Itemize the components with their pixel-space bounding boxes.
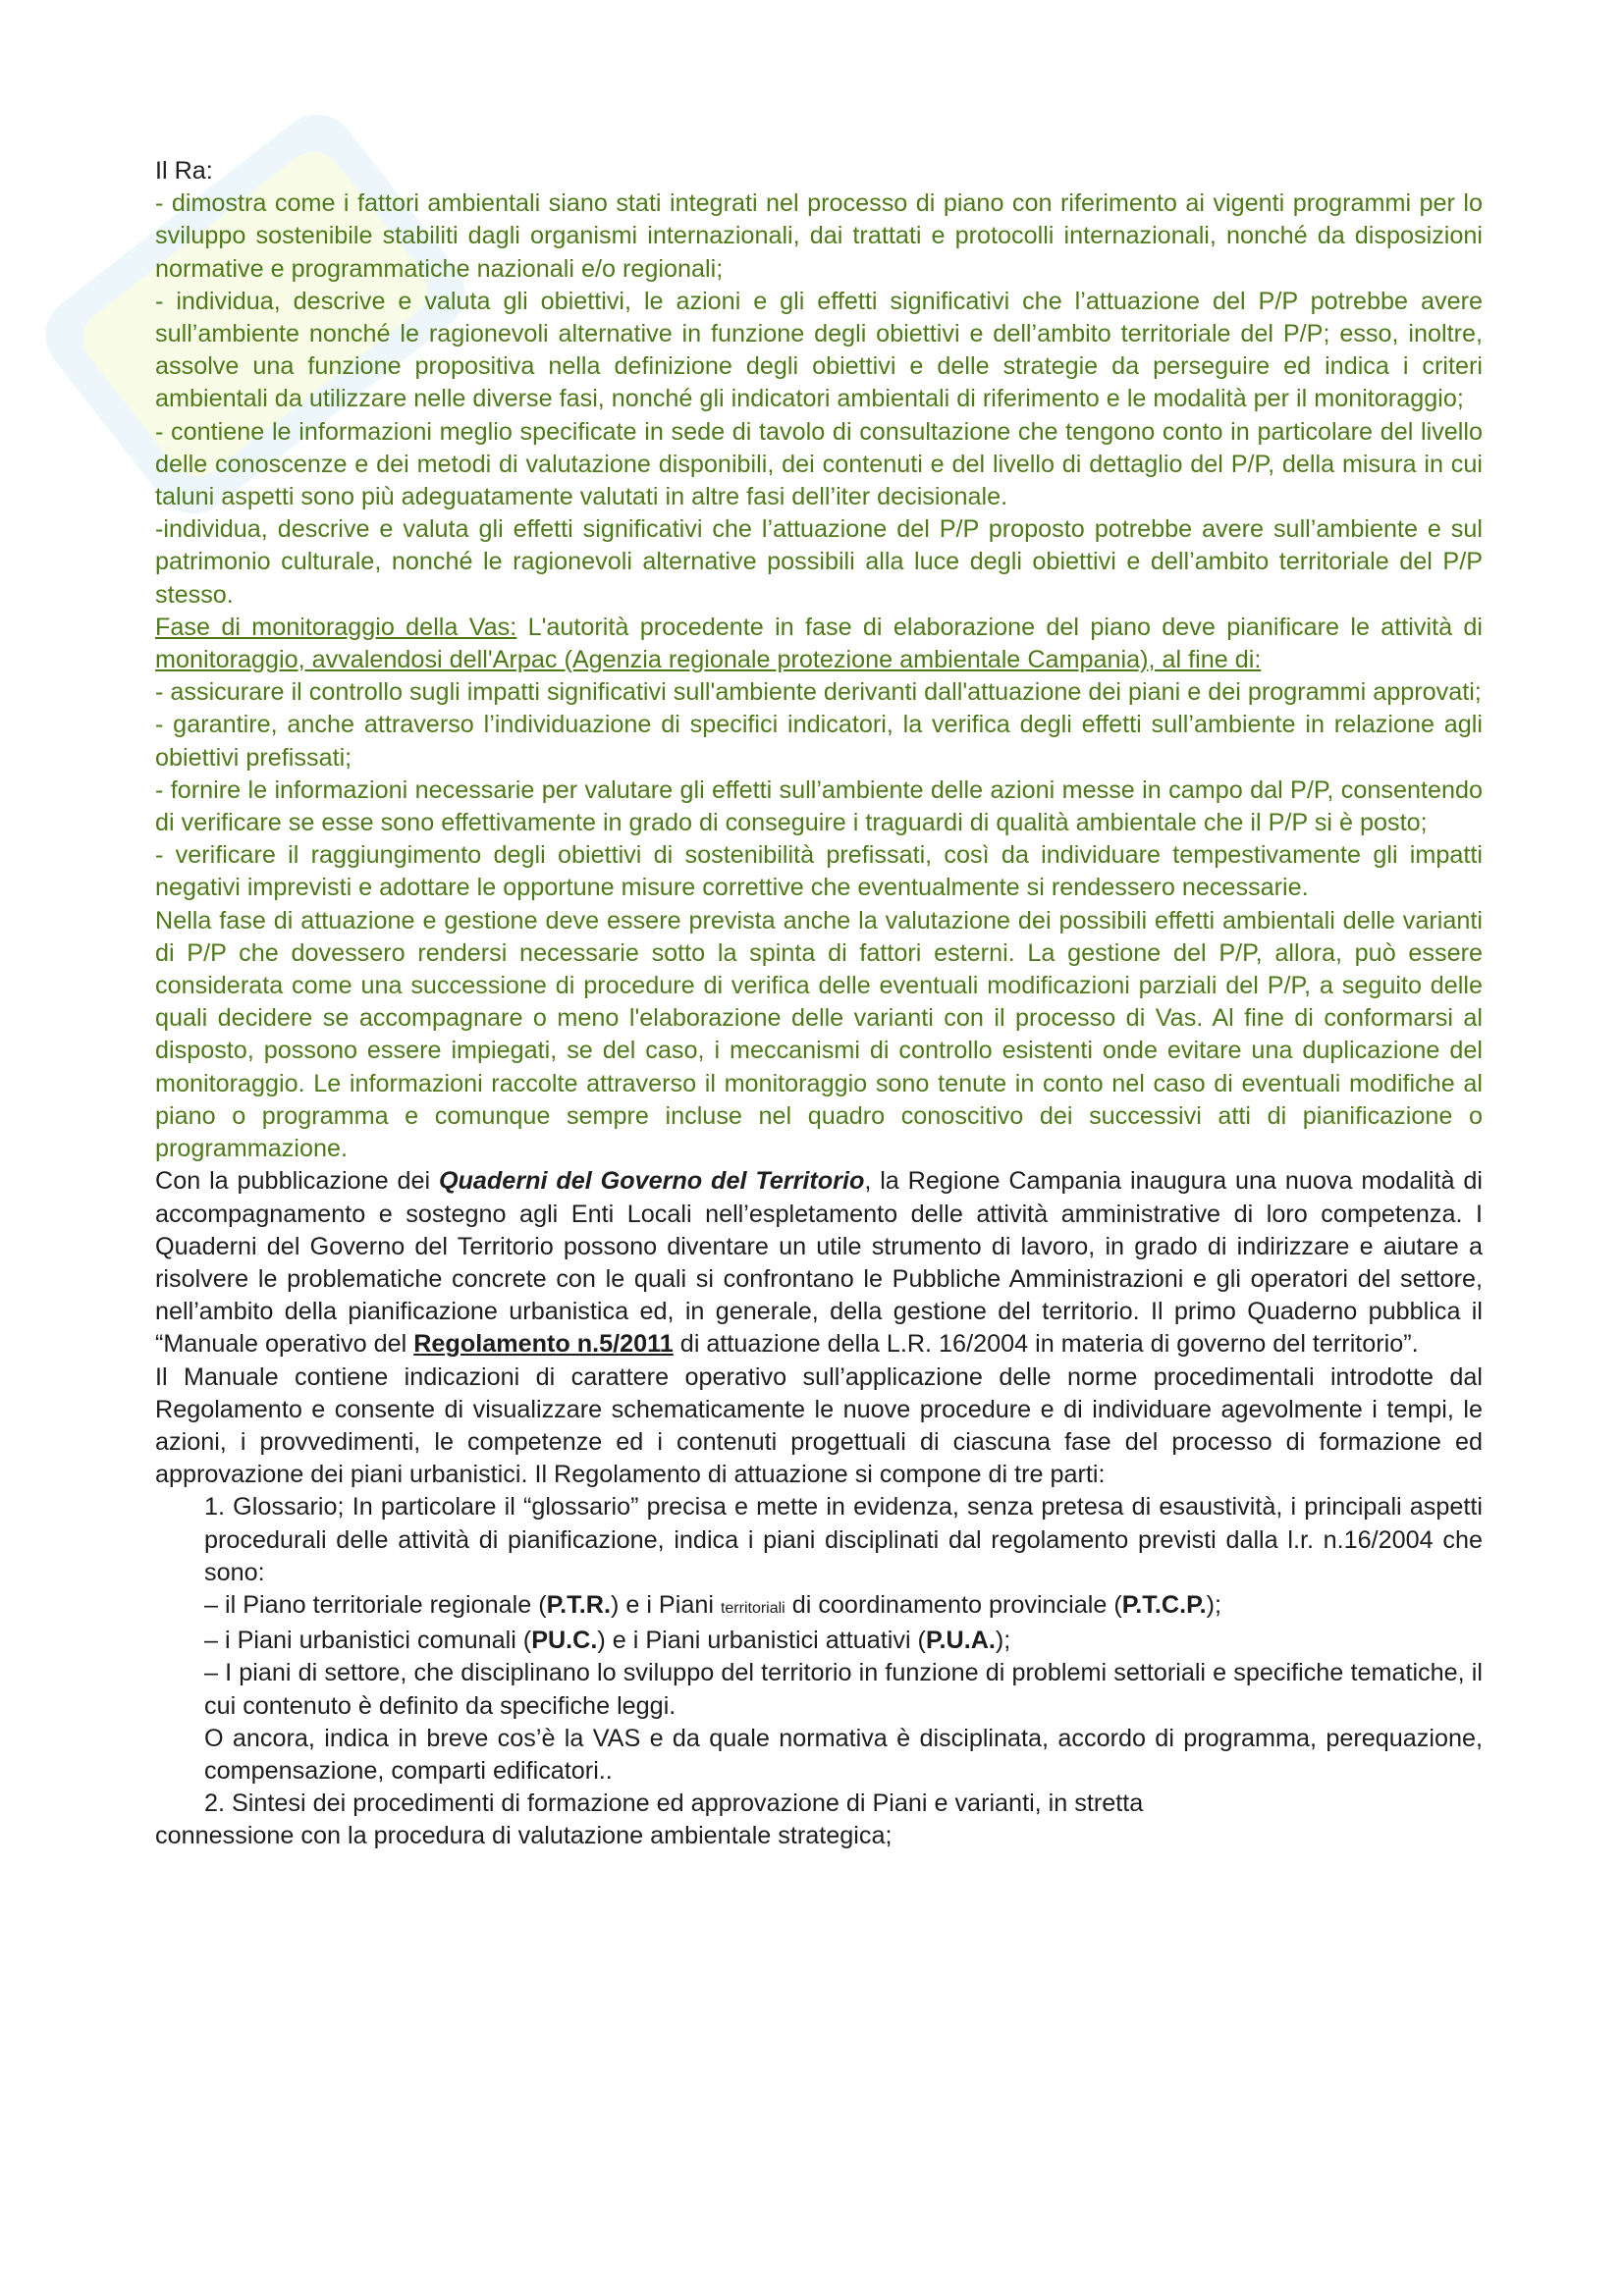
monitoring-intro (155, 612, 1483, 676)
parts-list (155, 1491, 1483, 1820)
ptcp-abbr: P.T.C.P. (1121, 1590, 1207, 1619)
ptr-text-a: – il Piano territoriale regionale ( (204, 1590, 547, 1619)
ra-item-1: - dimostra come i fattori ambientali siano stati integrati nel processo di piano con riferimento ai vigenti programmi per lo sviluppo sostenibile stabiliti dagli organismi internazionali, dai trattati e protocolli internazionali, nonché da disposizioni normative e programmatiche nazionali e/o regionali; (155, 189, 1483, 283)
quaderni-text-a: Con la pubblicazione dei (155, 1167, 439, 1196)
ptr-text-c: ) e i Piani (610, 1590, 721, 1619)
part-1-glossario: 1. Glossario; In particolare il “glossario” precisa e mette in evidenza, senza pretesa di esaustività, i principali aspetti procedurali delle attività di pianificazione, indica i piani disciplinati dal regolamento previsti dalla l.r. n.16/2004 che sono: (204, 1493, 1483, 1586)
monitoring-item-1: - assicurare il controllo sugli impatti significativi sull'ambiente derivanti dall'attuazione dei piani e dei programmi approvati; (155, 678, 1482, 707)
quaderni-title: Quaderni del Governo del Territorio (438, 1167, 865, 1196)
plan-line-puc (204, 1625, 1483, 1657)
document-body (155, 155, 1483, 1853)
plan-line-ptr (204, 1589, 1483, 1625)
ra-item-3: - contiene le informazioni meglio specificate in sede di tavolo di consultazione che tengono conto in particolare del livello delle conoscenze e dei metodi di valutazione disponibili, dei contenuti e del livello di dettaglio del P/P, della misura in cui taluni aspetti sono più adeguatamente valutati in altre fasi dell’iter decisionale. (155, 417, 1483, 511)
ptr-abbr: P.T.R. (546, 1590, 611, 1619)
monitoring-item-3: - fornire le informazioni necessarie per valutare gli effetti sull’ambiente delle azioni messe in campo dal P/P, consentendo di verificare se esse sono effettivamente in grado di conseguire i traguardi di qualità ambientale che il P/P si è posto; (155, 775, 1483, 837)
part-2-line-b: connessione con la procedura di valutazione ambientale strategica; (155, 1822, 893, 1850)
ptr-text-f: ); (1206, 1590, 1222, 1619)
monitoring-closing: Nella fase di attuazione e gestione deve essere prevista anche la valutazione dei possibili effetti ambientali delle varianti di P/P che dovessero rendersi necessarie sotto la spinta di fattori esterni. La gestione del P/P, allora, può essere considerata come una successione di procedure di verifica delle eventuali modificazioni parziali del P/P, a seguito delle quali decidere se accompagnare o meno l'elaborazione delle varianti con il processo di Vas. Al fine di conformarsi al disposto, possono essere impiegati, se del caso, i meccanismi di controllo esistenti onde evitare una duplicazione del monitoraggio. Le informazioni raccolte attraverso il monitoraggio sono tenute in conto nel caso di eventuali modifiche al piano o programma e comunque sempre incluse nel quadro conoscitivo dei successivi atti di pianificazione o programmazione. (155, 906, 1483, 1163)
puc-text-a: – i Piani urbanistici comunali ( (204, 1627, 532, 1655)
monitoring-item-2: - garantire, anche attraverso l’individuazione di specifici indicatori, la verifica degli effetti sull’ambiente in relazione agli obiettivi prefissati; (155, 711, 1483, 772)
pua-abbr: P.U.A. (925, 1627, 996, 1655)
plan-line-settore: – I piani di settore, che disciplinano lo sviluppo del territorio in funzione di problemi settoriali e specifiche tematiche, il cui contenuto è definito da specifiche leggi. (204, 1659, 1483, 1720)
ra-heading: Il Ra: (155, 157, 213, 185)
monitoring-label: Fase di monitoraggio della Vas: (155, 613, 517, 641)
monitoring-intro-underlined: monitoraggio, avvalendosi dell'Arpac (Agenzia regionale protezione ambientale Campania), al fine di: (155, 646, 1262, 674)
puc-text-e: ); (995, 1627, 1011, 1655)
quaderni-text-c: di attuazione della L.R. 16/2004 in materia di governo del territorio”. (673, 1330, 1419, 1359)
ptr-text-d: di coordinamento provinciale ( (785, 1590, 1122, 1619)
manuale-paragraph: Il Manuale contiene indicazioni di carattere operativo sull’applicazione delle norme procedimentali introdotte dal Regolamento e consente di visualizzare schematicamente le nuove procedure e di individuare agevolmente i tempi, le azioni, i provvedimenti, le competenze ed i contenuti progettuali di ciascuna fase del processo di formazione ed approvazione dei piani urbanistici. Il Regolamento di attuazione si compone di tre parti: (155, 1362, 1483, 1489)
puc-abbr: PU.C. (531, 1627, 598, 1655)
ra-item-4: -individua, descrive e valuta gli effetti significativi che l’attuazione del P/P proposto potrebbe avere sull’ambiente e sul patrimonio culturale, nonché le ragionevoli alternative possibili alla luce degli obiettivi e dell’ambito territoriale del P/P stesso. (155, 515, 1483, 609)
part-2-line-a: 2. Sintesi dei procedimenti di formazione ed approvazione di Piani e varianti, in stretta (204, 1789, 1144, 1818)
monitoring-intro-text: L'autorità procedente in fase di elaborazione del piano deve pianificare le attività di (516, 613, 1484, 641)
vas-line: O ancora, indica in breve cos’è la VAS e da quale normativa è disciplinata, accordo di programma, perequazione, compensazione, comparti edificatori.. (204, 1724, 1483, 1785)
puc-text-c: ) e i Piani urbanistici attuativi ( (597, 1627, 926, 1655)
ptr-small-word: territoriali (720, 1599, 785, 1617)
quaderni-paragraph (155, 1165, 1483, 1361)
quaderni-text-b: , la Regione Campania inaugura una nuova modalità di accompagnamento e sostegno agli Enti Locali nell’espletamento delle attività amministrative di loro competenza. I Quaderni del Governo del Territorio possono diventare un utile strumento di lavoro, in grado di indirizzare e aiutare a risolvere le problematiche concrete con le quali si confrontano le Pubbliche Amministrazioni e gli operatori del settore, nell’ambito della pianificazione urbanistica ed, in generale, della gestione del territorio. Il primo Quaderno pubblica il “Manuale operativo del (155, 1167, 1483, 1359)
monitoring-item-4: - verificare il raggiungimento degli obiettivi di sostenibilità prefissati, così da individuare tempestivamente gli impatti negativi imprevisti e adottare le opportune misure correttive che eventualmente si rendessero necessarie. (155, 841, 1483, 902)
ra-item-2: - individua, descrive e valuta gli obiettivi, le azioni e gli effetti significativi che l’attuazione del P/P potrebbe avere sull’ambiente nonché le ragionevoli alternative in funzione degli obiettivi e dell’ambito territoriale del P/P; esso, inoltre, assolve una funzione propositiva nella definizione degli obiettivi e delle strategie da perseguire ed indica i criteri ambientali da utilizzare nelle diverse fasi, nonché gli indicatori ambientali di riferimento e le modalità per il monitoraggio; (155, 287, 1483, 413)
regolamento-reference: Regolamento n.5/2011 (413, 1330, 674, 1359)
